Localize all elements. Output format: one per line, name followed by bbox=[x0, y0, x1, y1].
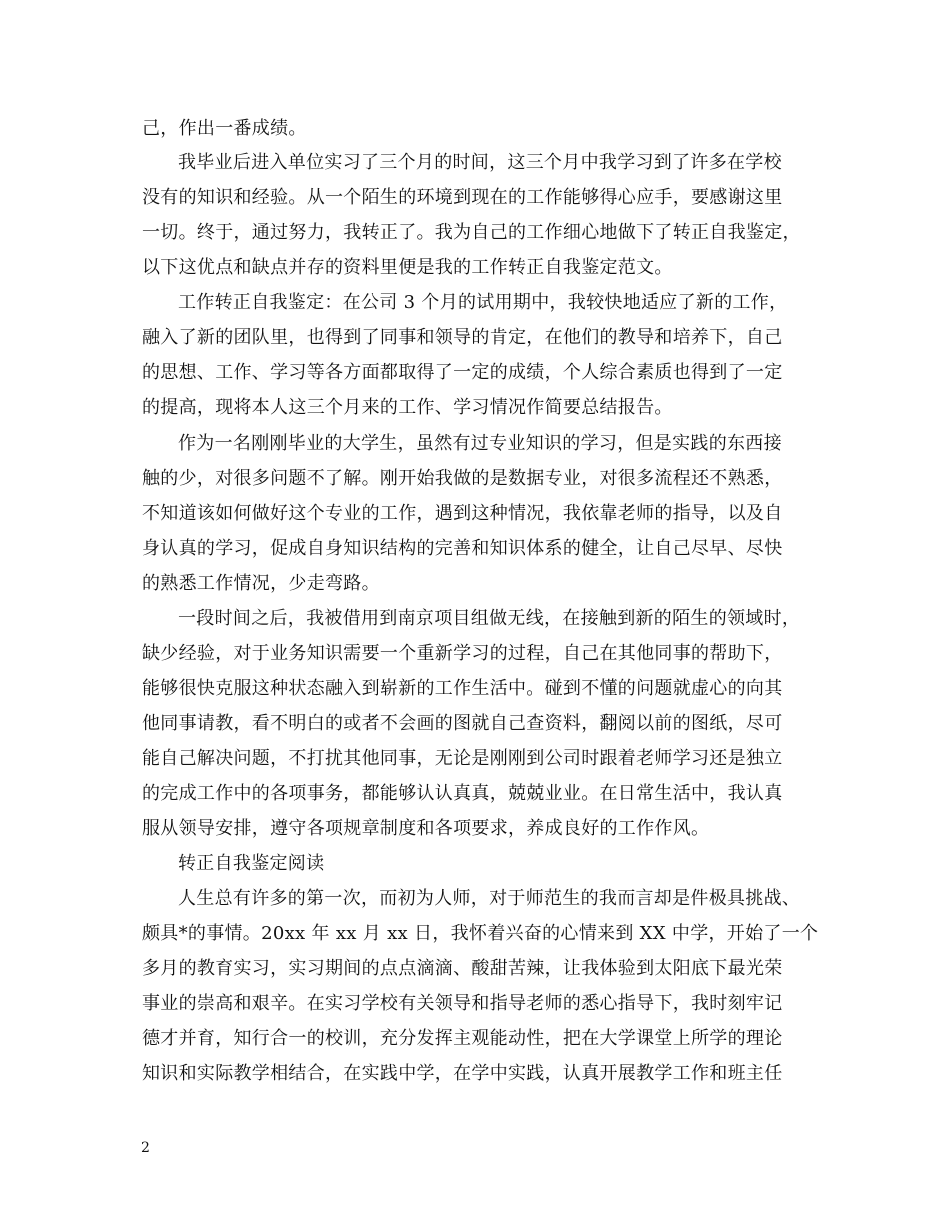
text-line: 人生总有许多的第一次，而初为人师，对于师范生的我而言却是件极具挑战、 bbox=[178, 888, 801, 909]
text-line: 他同事请教，看不明白的或者不会画的图就自己查资料，翻阅以前的图纸，尽可 bbox=[142, 713, 783, 734]
section-heading: 转正自我鉴定阅读 bbox=[178, 853, 325, 874]
text-line: 以下这优点和缺点并存的资料里便是我的工作转正自我鉴定范文。 bbox=[142, 257, 673, 278]
text-line: 事业的崇高和艰辛。在实习学校有关领导和指导老师的悉心指导下，我时刻牢记 bbox=[142, 993, 783, 1014]
text-line: 能够很快克服这种状态融入到崭新的工作生活中。碰到不懂的问题就虚心的向其 bbox=[142, 678, 783, 699]
text-line: 服从领导安排，遵守各项规章制度和各项要求，养成良好的工作作风。 bbox=[142, 818, 710, 839]
text-line: 没有的知识和经验。从一个陌生的环境到现在的工作能够得心应手，要感谢这里 bbox=[142, 187, 783, 208]
text-line: 的思想、工作、学习等各方面都取得了一定的成绩，个人综合素质也得到了一定 bbox=[142, 362, 783, 383]
text-line: 德才并育，知行合一的校训，充分发挥主观能动性，把在大学课堂上所学的理论 bbox=[142, 1028, 783, 1049]
text-line: 不知道该如何做好这个专业的工作，遇到这种情况，我依靠老师的指导，以及自 bbox=[142, 503, 783, 524]
text-line: 知识和实际教学相结合，在实践中学，在学中实践，认真开展教学工作和班主任 bbox=[142, 1063, 783, 1084]
text-line: 融入了新的团队里，也得到了同事和领导的肯定，在他们的教导和培养下，自己 bbox=[142, 327, 783, 348]
text-line: 的提高，现将本人这三个月来的工作、学习情况作简要总结报告。 bbox=[142, 397, 673, 418]
text-line: 一切。终于，通过努力，我转正了。我为自己的工作细心地做下了转正自我鉴定， bbox=[142, 222, 801, 243]
text-line: 多月的教育实习，实习期间的点点滴滴、酸甜苦辣，让我体验到太阳底下最光荣 bbox=[142, 958, 783, 979]
text-line: 己，作出一番成绩。 bbox=[142, 118, 307, 139]
text-line: 颇具*的事情。20xx 年 xx 月 xx 日，我怀着兴奋的心情来到 XX 中学，开始了一个 bbox=[142, 923, 819, 944]
text-line: 一段时间之后，我被借用到南京项目组做无线，在接触到新的陌生的领域时， bbox=[178, 608, 801, 629]
text-line: 我毕业后进入单位实习了三个月的时间，这三个月中我学习到了许多在学校 bbox=[178, 152, 782, 173]
text-line: 触的少，对很多问题不了解。刚开始我做的是数据专业，对很多流程还不熟悉， bbox=[142, 468, 783, 489]
text-line: 身认真的学习，促成自身知识结构的完善和知识体系的健全，让自己尽早、尽快 bbox=[142, 538, 783, 559]
text-line: 工作转正自我鉴定：在公司 3 个月的试用期中，我较快地适应了新的工作， bbox=[178, 292, 788, 313]
text-line: 的熟悉工作情况，少走弯路。 bbox=[142, 573, 380, 594]
text-line: 能自己解决问题，不打扰其他同事，无论是刚刚到公司时跟着老师学习还是独立 bbox=[142, 748, 783, 769]
page-number: 2 bbox=[141, 1140, 150, 1156]
text-line: 缺少经验，对于业务知识需要一个重新学习的过程，自己在其他同事的帮助下， bbox=[142, 643, 783, 664]
text-line: 作为一名刚刚毕业的大学生，虽然有过专业知识的学习，但是实践的东西接 bbox=[178, 433, 782, 454]
text-line: 的完成工作中的各项事务，都能够认认真真，兢兢业业。在日常生活中，我认真 bbox=[142, 783, 783, 804]
